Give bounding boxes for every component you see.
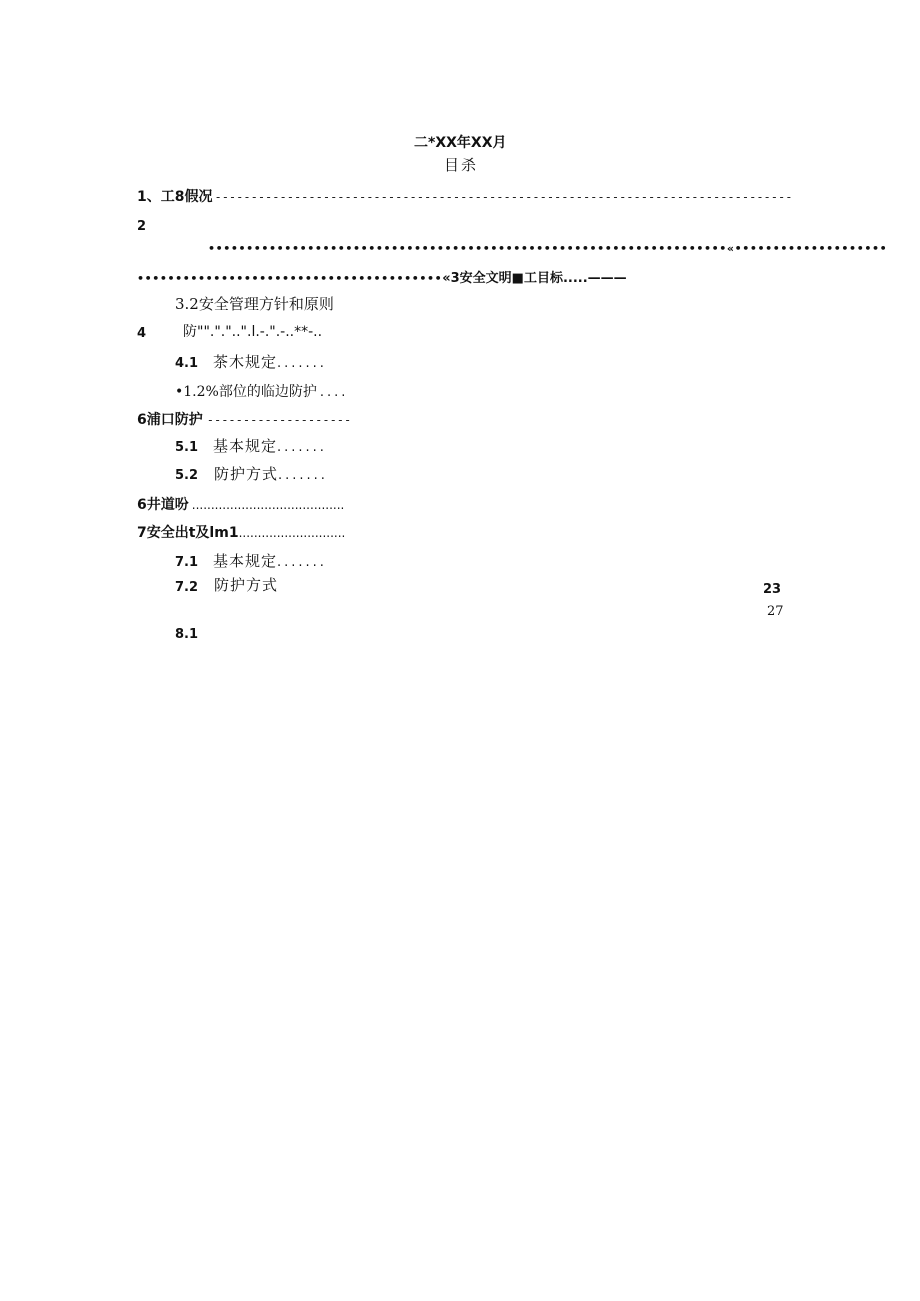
toc-dot-leader-row-1: ••••••••••••••••••••••••••••••••••••••••••••••••••••••••••••••••••••«•••••••••••••••••••• [208, 242, 888, 255]
toc-entry-4-1-leader: ....... [277, 356, 327, 371]
toc-entry-5-1-num: 5.1 [175, 440, 199, 455]
toc-title: 目杀 [444, 156, 479, 174]
toc-entry-4-2-leader: .... [319, 385, 349, 400]
date-line: 二*XX年XX月 [414, 135, 507, 151]
toc-entry-5-2[interactable] [214, 466, 328, 482]
toc-entry-5-2-leader: ....... [278, 468, 328, 483]
toc-entry-3-2-label: 3.2安全管理方针和原则 [175, 295, 334, 313]
toc-entry-7-1[interactable] [213, 553, 327, 569]
toc-entry-5-label: 6浦口防护 [137, 412, 203, 428]
toc-entry-4-1-label: 茶木规定 [213, 353, 278, 371]
toc-entry-7-2-num: 7.2 [175, 580, 199, 595]
toc-entry-5-1-label: 基本规定 [213, 437, 278, 455]
toc-entry-5-2-label: 防护方式 [214, 465, 279, 483]
toc-entry-4-num: 4 [137, 326, 147, 341]
toc-dot-leader-row-2: •••••••••••••••••••••••••••••••••••••••• [137, 272, 443, 285]
toc-entry-6[interactable] [137, 496, 344, 512]
toc-entry-3-2[interactable] [175, 296, 334, 312]
toc-entry-7-2[interactable]: 防护方式 [214, 576, 279, 594]
toc-entry-3-label: «3安全文明■工目标.....——— [442, 271, 627, 286]
toc-entry-4-1[interactable] [213, 354, 327, 370]
toc-entry-4-2-label: •1.2%部位的临边防护 [175, 384, 317, 400]
toc-entry-7[interactable] [137, 524, 345, 540]
toc-entry-2[interactable]: 2 [137, 219, 147, 234]
toc-entry-5-1-leader: ....... [277, 440, 327, 455]
toc-entry-5[interactable] [137, 411, 351, 427]
toc-entry-1[interactable] [137, 188, 792, 204]
toc-entry-7-1-label: 基本规定 [213, 552, 278, 570]
toc-entry-1-leader: -------------------------------------------------------------------------------- [214, 190, 793, 204]
toc-entry-6-label: 6井道吩 [137, 497, 189, 513]
toc-entry-8-1[interactable]: 8.1 [175, 627, 199, 642]
toc-entry-7-1-num: 7.1 [175, 555, 199, 570]
toc-entry-3[interactable] [137, 269, 627, 285]
toc-entry-5-2-num: 5.2 [175, 468, 199, 483]
page-number-27: 27 [767, 604, 784, 619]
toc-entry-5-1[interactable] [213, 438, 327, 454]
page-number-23: 23 [763, 582, 782, 597]
toc-entry-7-leader: ............................ [238, 526, 346, 540]
toc-entry-4[interactable]: 防""."."..".l.-.".-..**-.. [183, 324, 323, 340]
toc-entry-7-1-leader: ....... [277, 555, 327, 570]
toc-entry-4-2[interactable] [175, 383, 348, 399]
toc-entry-5-leader: -------------------- [206, 413, 352, 427]
toc-entry-6-leader: ........................................ [191, 498, 345, 512]
toc-entry-7-label: 7安全出t及lm1 [137, 525, 239, 541]
toc-entry-1-label: 1、工8假况 [137, 189, 213, 205]
toc-entry-4-1-num: 4.1 [175, 356, 199, 371]
